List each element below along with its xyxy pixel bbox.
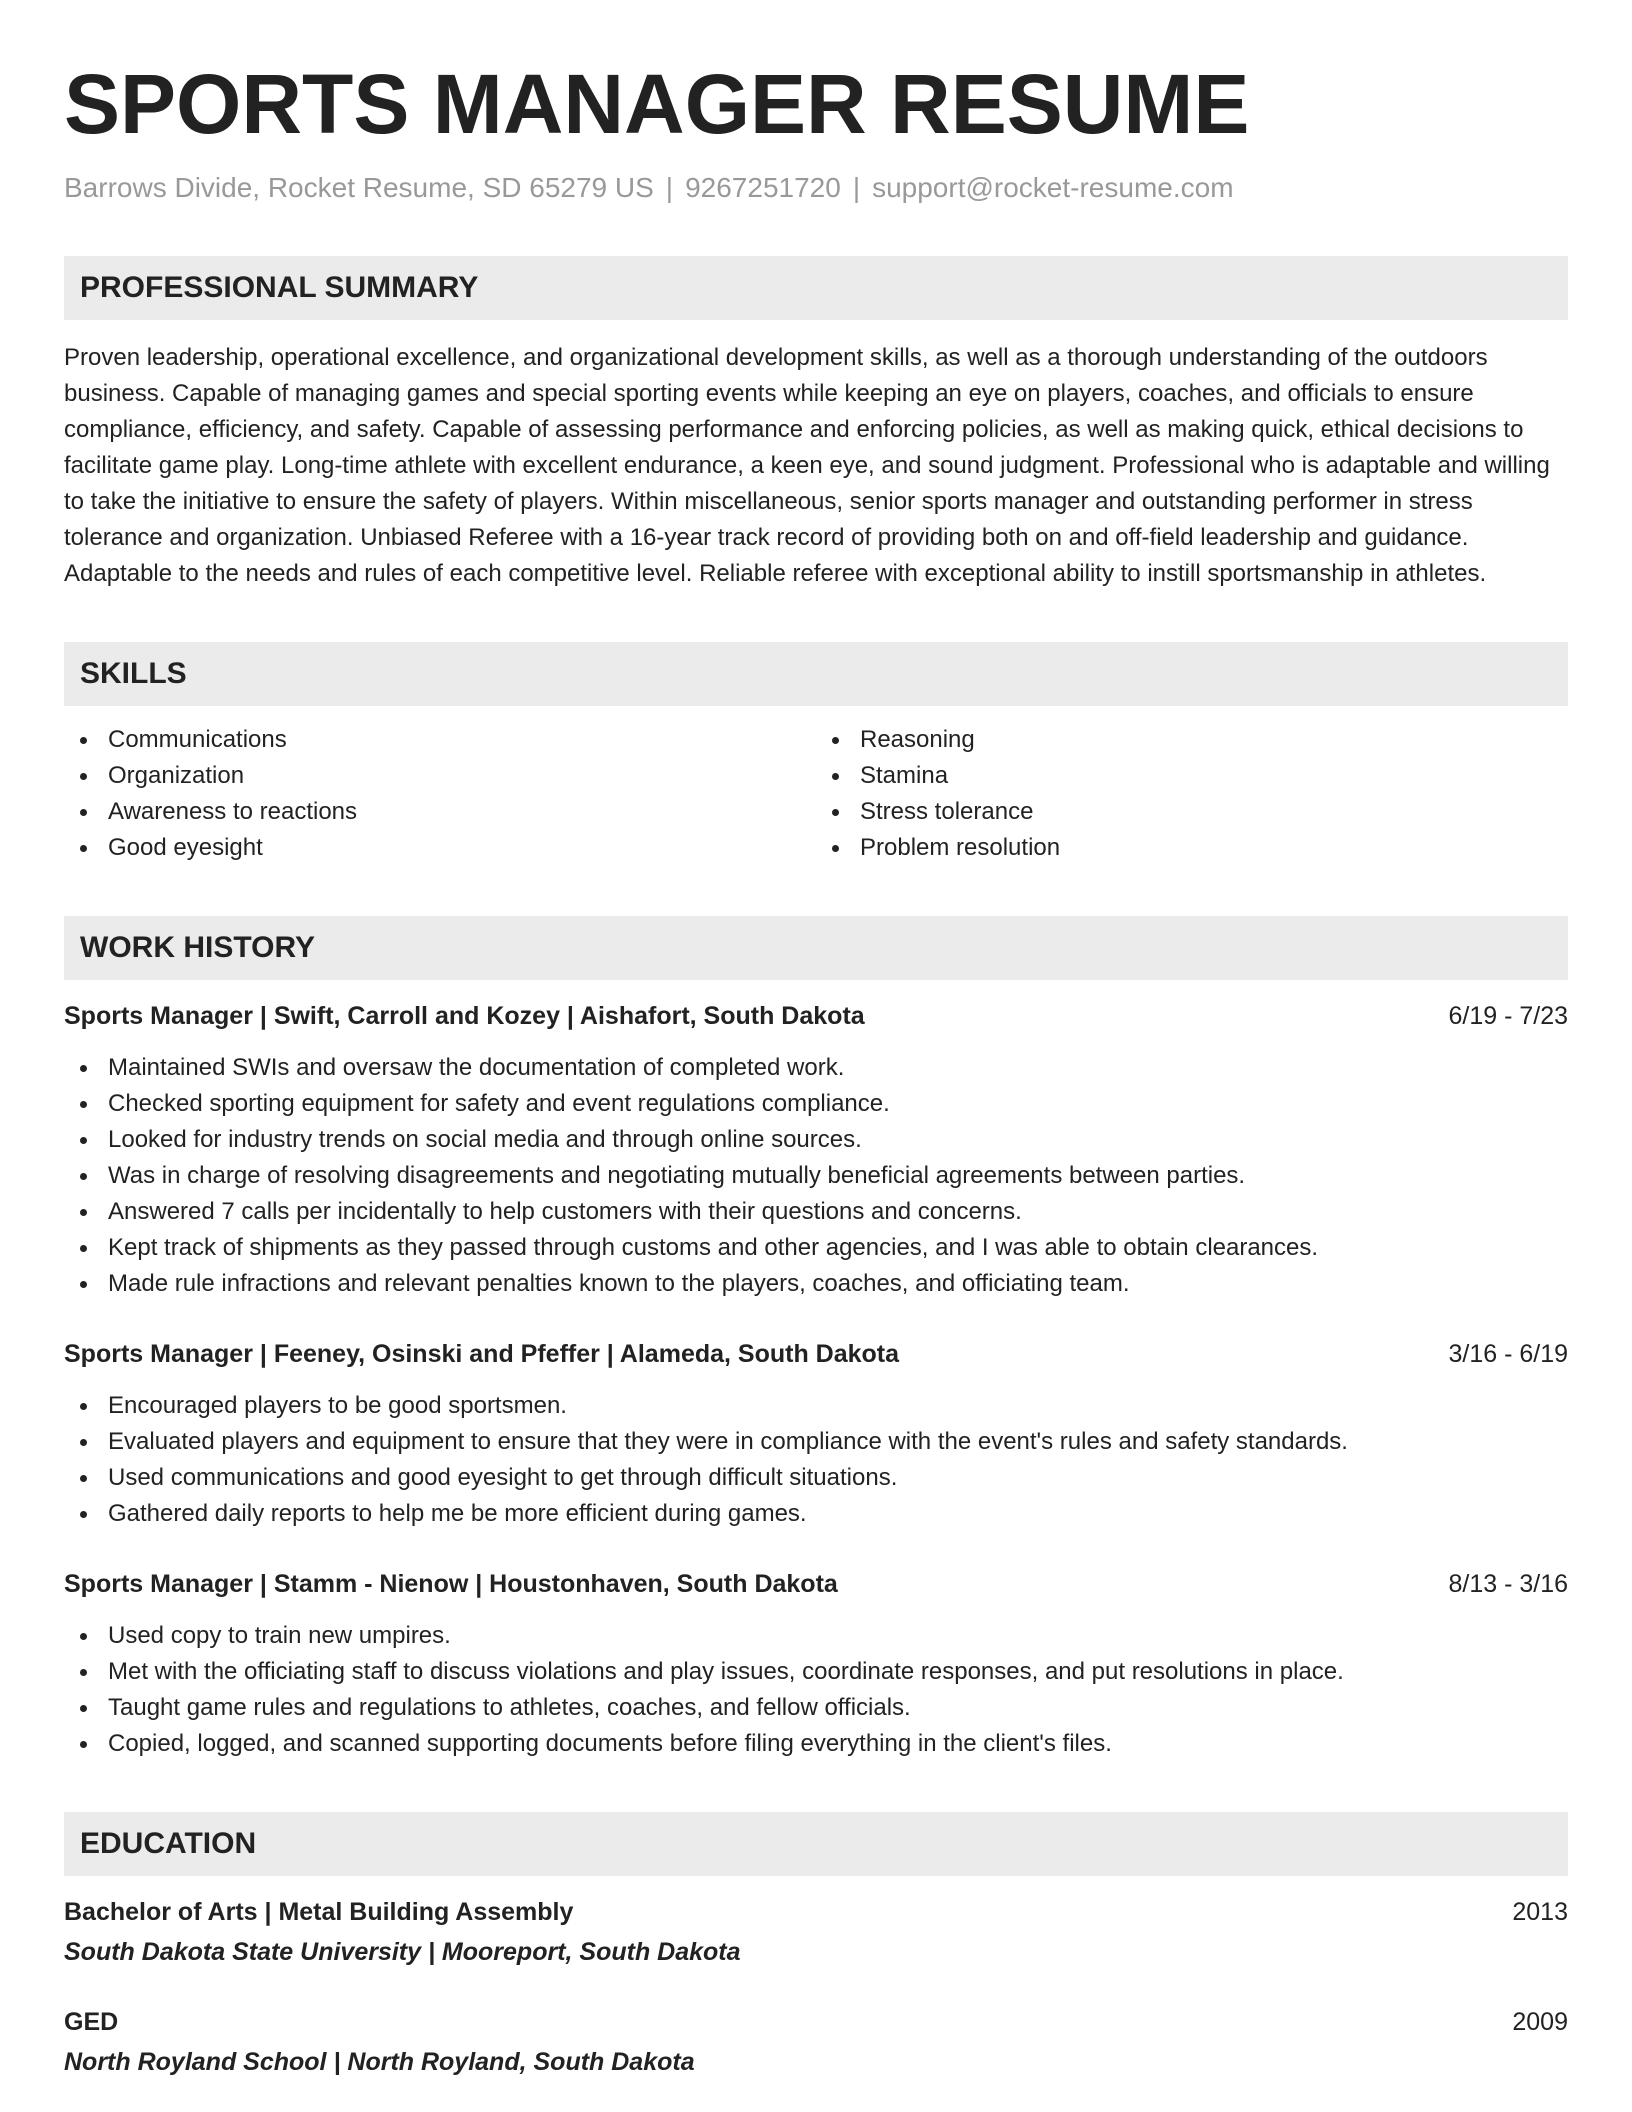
summary-text: Proven leadership, operational excellence, and organizational development skills, as well as a thorough understanding of the outdoors business. Capable of managing games and special sporting events while keeping an eye on players, coaches, and officials to ensure compliance, efficiency, and safety. Capable of assessing performance and enforcing policies, as well as making quick, ethical decisions to facilitate game play. Long-time athlete with excellent endurance, a keen eye, and sound judgment. Professional who is adaptable and willing to take the initiative to ensure the safety of players. Within miscellaneous, senior sports manager and outstanding performer in stress tolerance and organization. Unbiased Referee with a 16-year track record of providing both on and off-field leadership and guidance. Adaptable to the needs and rules of each competitive level. Reliable referee with exceptional ability to instill sportsmanship in athletes. (64, 344, 1550, 587)
job-header (64, 1566, 1568, 1602)
education-entry (64, 2004, 1568, 2080)
job-entry (64, 1336, 1568, 1532)
job-header (64, 1336, 1568, 1372)
contact-phone: 9267251720 (685, 172, 841, 203)
job-bullet: Looked for industry trends on social media and through online sources. (64, 1122, 1568, 1158)
job-entry (64, 1566, 1568, 1762)
education-header (64, 1894, 1568, 1930)
skills-list (64, 722, 1568, 866)
job-bullet: Copied, logged, and scanned supporting documents before filing everything in the client's files. (64, 1726, 1568, 1762)
skill-item: Organization (64, 758, 816, 794)
education-year: 2013 (1512, 1898, 1568, 1926)
skill-item: Communications (64, 722, 816, 758)
contact-address: Barrows Divide, Rocket Resume, SD 65279 US (64, 172, 654, 203)
contact-separator: | (665, 172, 674, 203)
education-header (64, 2004, 1568, 2040)
section-heading-work-history: WORK HISTORY (64, 916, 1568, 980)
job-bullet: Taught game rules and regulations to athletes, coaches, and fellow officials. (64, 1690, 1568, 1726)
section-heading-summary: PROFESSIONAL SUMMARY (64, 256, 1568, 320)
skill-item: Stress tolerance (816, 794, 1568, 830)
job-title: Sports Manager | Stamm - Nienow | Houstonhaven, South Dakota (64, 1570, 838, 1598)
skill-item: Awareness to reactions (64, 794, 816, 830)
education-year: 2009 (1512, 2008, 1568, 2036)
skills-column-right (816, 722, 1568, 866)
job-bullet: Was in charge of resolving disagreements and negotiating mutually beneficial agreements between parties. (64, 1158, 1568, 1194)
job-dates: 8/13 - 3/16 (1448, 1570, 1568, 1598)
job-bullet: Used communications and good eyesight to get through difficult situations. (64, 1460, 1568, 1496)
job-bullet: Met with the officiating staff to discuss violations and play issues, coordinate responses, and put resolutions in place. (64, 1654, 1568, 1690)
education-school: North Royland School | North Royland, South Dakota (64, 2048, 695, 2076)
job-bullets (64, 1618, 1568, 1762)
section-heading-skills: SKILLS (64, 642, 1568, 706)
skills-column-left (64, 722, 816, 866)
section-heading-education: EDUCATION (64, 1812, 1568, 1876)
contact-line (64, 170, 1568, 206)
job-bullet: Used copy to train new umpires. (64, 1618, 1568, 1654)
education-entry (64, 1894, 1568, 1970)
resume-title: SPORTS MANAGER RESUME (64, 57, 1250, 151)
job-bullet: Maintained SWIs and oversaw the documentation of completed work. (64, 1050, 1568, 1086)
job-dates: 3/16 - 6/19 (1448, 1340, 1568, 1368)
job-bullet: Gathered daily reports to help me be more efficient during games. (64, 1496, 1568, 1532)
job-entry (64, 998, 1568, 1302)
job-title: Sports Manager | Feeney, Osinski and Pfeffer | Alameda, South Dakota (64, 1340, 900, 1368)
education-school: South Dakota State University | Mooreport, South Dakota (64, 1938, 741, 1966)
job-bullets (64, 1050, 1568, 1302)
education-degree: GED (64, 2008, 119, 2036)
job-bullet: Kept track of shipments as they passed through customs and other agencies, and I was able to obtain clearances. (64, 1230, 1568, 1266)
job-header (64, 998, 1568, 1034)
job-bullets (64, 1388, 1568, 1532)
job-bullet: Encouraged players to be good sportsmen. (64, 1388, 1568, 1424)
contact-email: support@rocket-resume.com (872, 172, 1234, 203)
education-degree: Bachelor of Arts | Metal Building Assembly (64, 1898, 574, 1926)
skill-item: Reasoning (816, 722, 1568, 758)
job-bullet: Checked sporting equipment for safety and event regulations compliance. (64, 1086, 1568, 1122)
skill-item: Problem resolution (816, 830, 1568, 866)
job-bullet: Answered 7 calls per incidentally to help customers with their questions and concerns. (64, 1194, 1568, 1230)
contact-separator: | (852, 172, 861, 203)
skill-item: Stamina (816, 758, 1568, 794)
job-dates: 6/19 - 7/23 (1448, 1002, 1568, 1030)
job-title: Sports Manager | Swift, Carroll and Kozey | Aishafort, South Dakota (64, 1002, 865, 1030)
job-bullet: Evaluated players and equipment to ensure that they were in compliance with the event's rules and safety standards. (64, 1424, 1568, 1460)
skill-item: Good eyesight (64, 830, 816, 866)
job-bullet: Made rule infractions and relevant penalties known to the players, coaches, and officiating team. (64, 1266, 1568, 1302)
